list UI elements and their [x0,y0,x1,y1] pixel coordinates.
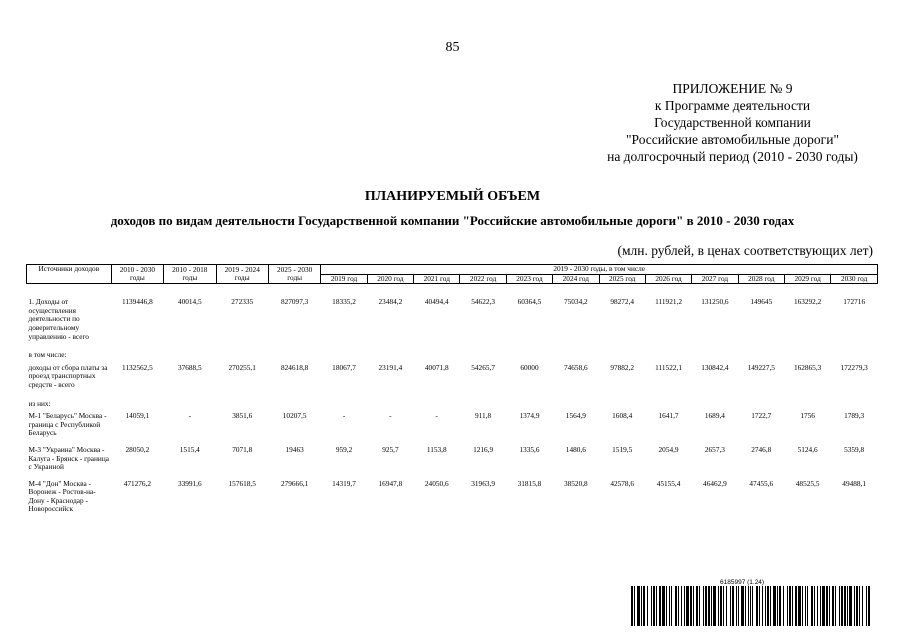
header-period-bottom: годы [182,273,198,283]
value-cell: 270255,1 [228,363,256,372]
value-cell: 14059,1 [125,412,150,421]
table-row [27,412,878,446]
value-cell: 40071,8 [424,363,449,372]
value-cell: 31815,8 [517,479,542,488]
header-period-top: 2010 - 2030 [119,265,156,275]
value-cell: 24050,6 [424,479,449,488]
value-cell: 40494,4 [424,298,449,307]
appendix-line: "Российские автомобильные дороги" [626,132,839,147]
header-sources: Источники доходов [27,265,112,284]
header-year: 2021 год [414,274,460,284]
row-subheading: из них: [28,398,51,408]
value-cell: 47455,6 [749,479,774,488]
header-year: 2027 год [692,274,738,284]
barcode [631,586,872,626]
value-cell: 1564,9 [565,412,586,421]
table-row [27,298,878,349]
value-cell: 172716 [843,298,866,307]
header-year: 2020 год [367,274,413,284]
header-year: 2028 год [738,274,784,284]
value-cell: 7071,8 [232,445,253,454]
value-cell: 23191,4 [378,363,403,372]
value-cell: 75034,2 [563,298,588,307]
header-period [111,265,163,284]
subheading-row [27,398,878,413]
value-cell: 19463 [285,445,304,454]
value-cell: 1789,3 [844,412,865,421]
value-cell: 3851,6 [232,412,253,421]
value-cell: 1515,4 [179,445,200,454]
value-cell: 98272,4 [610,298,635,307]
row-subheading: в том числе: [28,350,67,360]
value-cell: - [188,412,192,421]
revenue-table [26,264,878,522]
value-cell: 1689,4 [704,412,725,421]
value-cell: 31963,9 [471,479,495,488]
appendix-line: Государственной компании [654,115,811,130]
header-period-top: 2019 - 2024 [224,265,260,275]
value-cell: 16947,8 [378,479,403,488]
document-title: ПЛАНИРУЕМЫЙ ОБЪЕМ [364,189,541,204]
value-cell: 149645 [750,298,773,307]
header-period-bottom: годы [234,273,250,283]
value-cell: 1374,9 [519,412,540,421]
value-cell: 40014,5 [177,298,202,307]
value-cell: 33991,6 [177,479,202,488]
value-cell: 60000 [520,363,539,372]
value-cell: 1756 [800,412,815,421]
row-label: М-4 "Дон" Москва - Воронеж - Ростов-на-Дону - Краснодар - Новороссийск [28,479,96,514]
value-cell: 54622,3 [471,298,495,307]
header-year: 2024 год [553,274,599,284]
appendix-line: на долгосрочный период (2010 - 2030 годы) [607,149,858,164]
value-cell: 1519,5 [612,445,633,454]
value-cell: 1335,6 [519,445,540,454]
value-cell: 824618,8 [280,363,309,372]
value-cell: 1216,9 [473,445,494,454]
value-cell: 911,8 [475,412,492,421]
spacer-cell [27,284,878,299]
header-period [268,265,320,284]
value-cell: 48525,5 [795,479,820,488]
value-cell: 49488,1 [842,479,867,488]
header-year: 2022 год [460,274,506,284]
value-cell: 1480,6 [565,445,586,454]
value-cell: 37688,5 [177,363,202,372]
value-cell: 18067,7 [332,363,356,372]
row-label: 1. Доходы от осуществления деятельности по доверительному управлению - всего [28,298,89,341]
table-row [27,446,878,480]
table-header [27,265,878,284]
value-cell: 60364,5 [517,298,542,307]
value-cell: 1139446,8 [122,298,153,307]
header-period-top: 2010 - 2018 [172,265,208,275]
appendix-heading [560,80,905,165]
header-period-top: 2025 - 2030 [277,265,313,275]
header-period-bottom: годы [287,273,303,283]
value-cell: - [389,412,392,421]
value-cell: 149227,5 [747,363,775,372]
value-cell: 1722,7 [751,412,772,421]
value-cell: 28050,2 [125,445,150,454]
value-cell: 471276,2 [123,479,152,488]
header-year: 2029 год [784,274,830,284]
row-label: доходы от сбора платы за проезд транспортных средств - всего [28,363,108,389]
value-cell: 74658,6 [563,363,588,372]
value-cell: 18335,2 [332,298,356,307]
header-year: 2019 год [321,274,367,284]
value-cell: 959,2 [335,445,353,454]
value-cell: 46462,9 [703,479,727,488]
value-cell: - [342,412,346,421]
document-subtitle: доходов по видам деятельности Государственной компании "Российские автомобильные дороги" в 2010 - 2030 годах [110,213,795,228]
subheading-row [27,349,878,364]
page-number: 85 [445,40,460,55]
value-cell: 111522,1 [655,363,682,372]
value-cell: 2657,3 [704,445,725,454]
header-year: 2023 год [506,274,552,284]
value-cell: 10207,5 [282,412,307,421]
table-row [27,480,878,522]
value-cell: 827097,3 [280,298,309,307]
value-cell: 1153,8 [426,445,447,454]
header-period [164,265,216,284]
value-cell: 2746,8 [751,445,772,454]
value-cell: 14319,7 [332,479,356,488]
value-cell: 45155,4 [656,479,681,488]
value-cell: 111921,2 [655,298,682,307]
value-cell: 97882,2 [610,363,635,372]
document-code: 6185997 (1.24) [720,579,765,586]
value-cell: 1608,4 [612,412,633,421]
table-body [27,284,878,522]
header-year: 2026 год [645,274,691,284]
row-label: М-1 "Беларусь" Москва - граница с Республикой Беларусь [28,412,107,438]
barcode-bar [870,586,872,626]
header-period [216,265,268,284]
value-cell: 54265,7 [471,363,495,372]
header-group: 2019 - 2030 годы, в том числе [321,265,878,275]
value-cell: 2054,9 [658,445,679,454]
value-cell: 162865,3 [793,363,822,372]
row-label: М-3 "Украина" Москва - Калуга - Брянск - граница с Украиной [28,445,109,472]
value-cell: 1132562,5 [122,363,153,372]
appendix-line: к Программе деятельности [654,98,811,113]
value-cell: 172279,3 [840,363,868,372]
appendix-line: ПРИЛОЖЕНИЕ № 9 [672,81,793,96]
spacer-row [27,284,878,299]
value-cell: 157618,5 [228,479,256,488]
header-period-bottom: годы [129,273,145,283]
table-row [27,364,878,398]
value-cell: 130842,4 [701,363,729,372]
value-cell: 272335 [231,298,254,307]
value-cell: 5359,8 [844,445,865,454]
value-cell: 42578,6 [610,479,635,488]
value-cell: 279666,1 [280,479,309,488]
value-cell: 163292,2 [793,298,822,307]
value-cell: 5124,6 [797,445,818,454]
units-note: (млн. рублей, в ценах соответствующих лет) [617,243,873,258]
value-cell: - [435,412,438,421]
value-cell: 23484,2 [378,298,403,307]
value-cell: 1641,7 [658,412,679,421]
header-year: 2030 год [831,274,878,284]
value-cell: 925,7 [382,445,399,454]
value-cell: 38520,8 [563,479,588,488]
header-year: 2025 год [599,274,645,284]
value-cell: 131250,6 [701,298,729,307]
